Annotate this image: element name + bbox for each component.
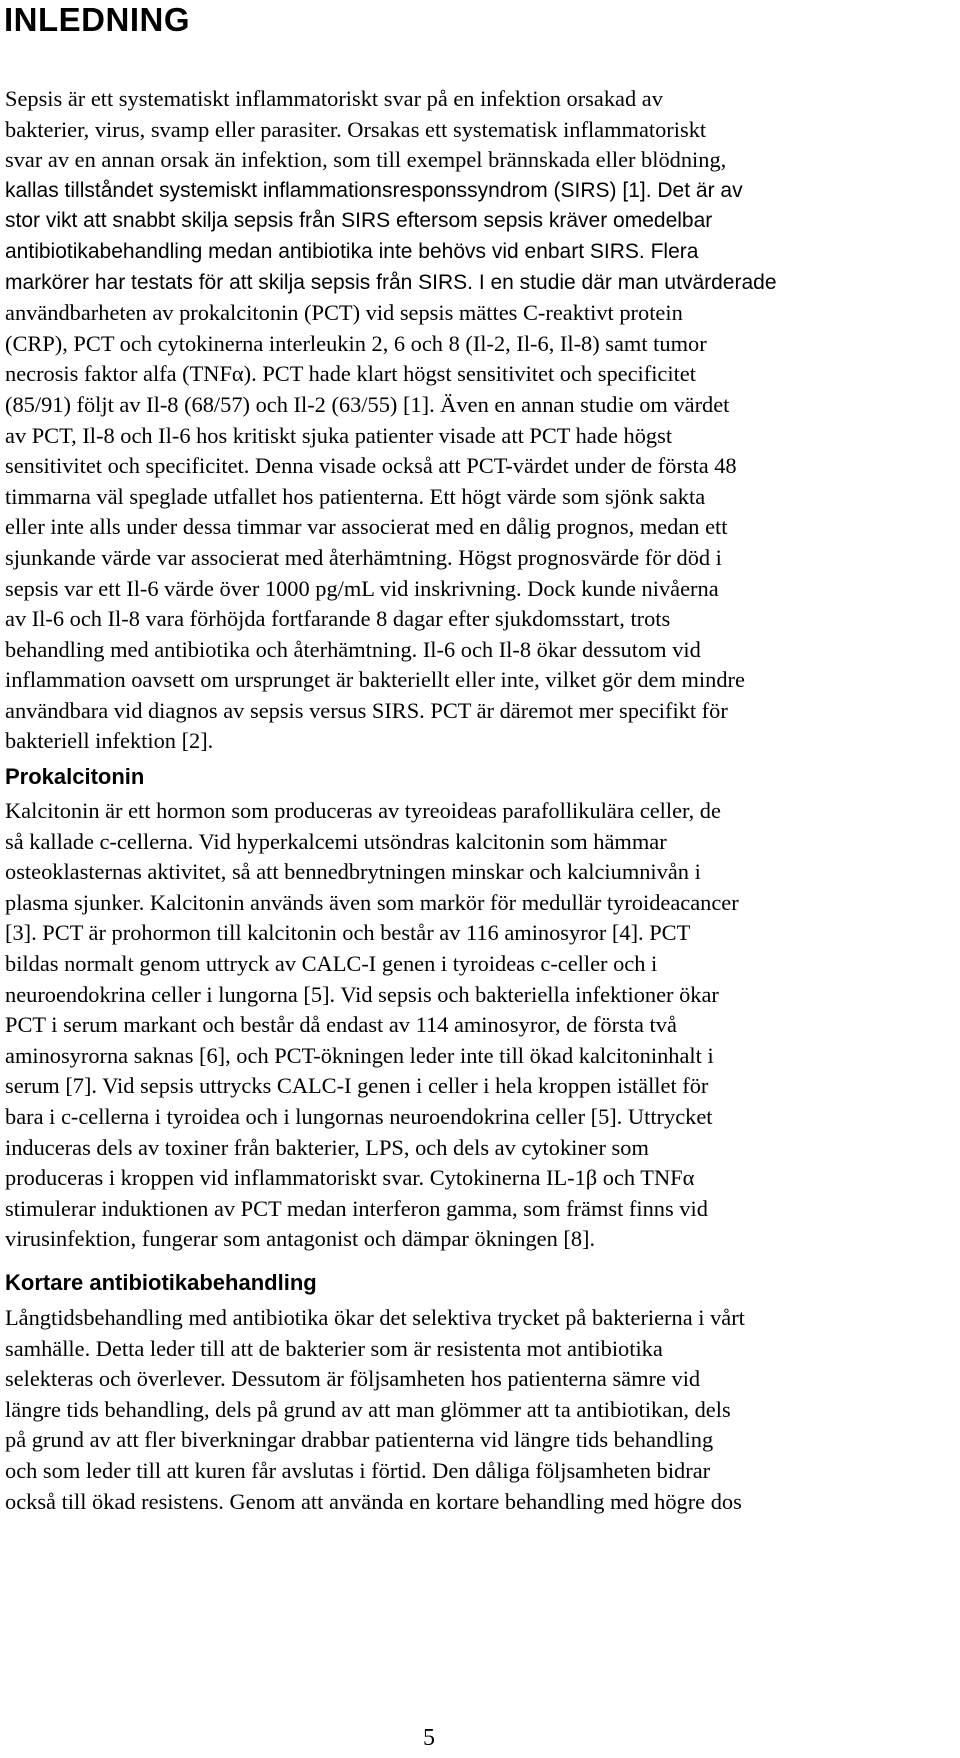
text-line: stimulerar induktionen av PCT medan interferon gamma, som främst finns vid bbox=[5, 1195, 708, 1221]
text-line: markörer har testats för att skilja sepsis från SIRS. I en studie där man utvärderade bbox=[5, 270, 777, 294]
text-line: bildas normalt genom uttryck av CALC-I genen i tyroideas c-celler och i bbox=[5, 950, 658, 976]
text-line: sjunkande värde var associerat med återhämtning. Högst prognosvärde för död i bbox=[5, 544, 722, 570]
text-line: Långtidsbehandling med antibiotika ökar det selektiva trycket på bakterierna i vårt bbox=[5, 1305, 745, 1330]
text-line: användbara vid diagnos av sepsis versus SIRS. PCT är däremot mer specifikt för bbox=[5, 697, 728, 723]
text-line: (85/91) följt av Il-8 (68/57) och Il-2 (63/55) [1]. Även en annan studie om värdet bbox=[5, 391, 730, 417]
text-line: också till ökad resistens. Genom att använda en kortare behandling med högre dos bbox=[5, 1488, 742, 1514]
text-line: produceras i kroppen vid inflammatoriskt svar. Cytokinerna IL-1β och TNFα bbox=[5, 1165, 695, 1191]
text-line: behandling med antibiotika och återhämtning. Il-6 och Il-8 ökar dessutom vid bbox=[5, 636, 701, 662]
text-line: PCT i serum markant och består då endast av 114 aminosyror, de första två bbox=[5, 1012, 677, 1038]
text-line: induceras dels av toxiner från bakterier, LPS, och dels av cytokiner som bbox=[5, 1134, 649, 1160]
text-line: osteoklasternas aktivitet, så att bennedbrytningen minskar och kalciumnivån i bbox=[5, 859, 701, 885]
text-line: samhälle. Detta leder till att de bakterier som är resistenta mot antibiotika bbox=[5, 1335, 663, 1361]
text-line: neuroendokrina celler i lungorna [5]. Vid sepsis och bakteriella infektioner ökar bbox=[5, 981, 719, 1007]
text-line: (CRP), PCT och cytokinerna interleukin 2, 6 och 8 (Il-2, Il-6, Il-8) samt tumor bbox=[5, 330, 707, 356]
text-line: bara i c-cellerna i tyroidea och i lungornas neuroendokrina celler [5]. Uttrycket bbox=[5, 1103, 713, 1129]
text-line: aminosyrorna saknas [6], och PCT-ökningen leder inte till ökad kalcitoninhalt i bbox=[5, 1042, 714, 1068]
text-line: längre tids behandling, dels på grund av att man glömmer att ta antibiotikan, dels bbox=[5, 1396, 731, 1422]
text-line: sensitivitet och specificitet. Denna visade också att PCT-värdet under de första 48 bbox=[5, 453, 737, 479]
text-line: av PCT, Il-8 och Il-6 hos kritiskt sjuka patienter visade att PCT hade högst bbox=[5, 422, 673, 448]
section-heading-kortare-antibiotikabehandling: Kortare antibiotikabehandling bbox=[5, 1270, 317, 1295]
intro-paragraph bbox=[5, 84, 960, 757]
text-line: Kalcitonin är ett hormon som produceras av tyreoideas parafollikulära celler, de bbox=[5, 798, 721, 823]
text-line: plasma sjunker. Kalcitonin används även som markör för medullär tyroideacancer bbox=[5, 889, 739, 915]
text-line: timmarna väl speglade utfallet hos patienterna. Ett högt värde som sjönk sakta bbox=[5, 483, 706, 509]
text-line: användbarheten av prokalcitonin (PCT) vid sepsis mättes C-reaktivt protein bbox=[5, 300, 683, 326]
page-number: 5 bbox=[423, 1725, 435, 1751]
section-heading-inledning: INLEDNING bbox=[4, 1, 190, 38]
text-line: kallas tillståndet systemiskt inflammationsresponssyndrom (SIRS) [1]. Det är av bbox=[5, 178, 743, 202]
kortare-antibiotikabehandling-paragraph bbox=[5, 1303, 960, 1517]
prokalcitonin-paragraph bbox=[5, 796, 960, 1255]
text-line: antibiotikabehandling medan antibiotika inte behövs vid enbart SIRS. Flera bbox=[5, 239, 699, 263]
text-line: selekteras och överlever. Dessutom är följsamheten hos patienterna sämre vid bbox=[5, 1366, 701, 1392]
text-line: necrosis faktor alfa (TNFα). PCT hade klart högst sensitivitet och specificitet bbox=[5, 361, 696, 387]
text-line: virusinfektion, fungerar som antagonist och dämpar ökningen [8]. bbox=[5, 1226, 596, 1252]
text-line: sepsis var ett Il-6 värde över 1000 pg/mL vid inskrivning. Dock kunde nivåerna bbox=[5, 575, 719, 601]
text-line: serum [7]. Vid sepsis uttrycks CALC-I genen i celler i hela kroppen istället för bbox=[5, 1073, 709, 1099]
text-line: och som leder till att kuren får avslutas i förtid. Den dåliga följsamheten bidrar bbox=[5, 1457, 711, 1483]
text-line: stor vikt att snabbt skilja sepsis från SIRS eftersom sepsis kräver omedelbar bbox=[5, 209, 713, 233]
text-line: så kallade c-cellerna. Vid hyperkalcemi utsöndras kalcitonin som hämmar bbox=[5, 828, 667, 854]
section-heading-prokalcitonin: Prokalcitonin bbox=[5, 764, 145, 789]
text-line: svar av en annan orsak än infektion, som till exempel brännskada eller blödning, bbox=[5, 147, 727, 173]
text-line: eller inte alls under dessa timmar var associerat med en dålig prognos, medan ett bbox=[5, 514, 728, 540]
text-line: av Il-6 och Il-8 vara förhöjda fortfarande 8 dagar efter sjukdomsstart, trots bbox=[5, 606, 671, 632]
text-line: bakterier, virus, svamp eller parasiter. Orsakas ett systematisk inflammatoriskt bbox=[5, 116, 707, 142]
text-line: [3]. PCT är prohormon till kalcitonin och består av 116 aminosyror [4]. PCT bbox=[5, 920, 691, 946]
text-line: Sepsis är ett systematiskt inflammatoriskt svar på en infektion orsakad av bbox=[5, 86, 663, 111]
text-line: inflammation oavsett om ursprunget är bakteriellt eller inte, vilket gör dem mindre bbox=[5, 667, 745, 693]
text-line: på grund av att fler biverkningar drabbar patienterna vid längre tids behandling bbox=[5, 1427, 714, 1453]
text-line: bakteriell infektion [2]. bbox=[5, 728, 214, 754]
